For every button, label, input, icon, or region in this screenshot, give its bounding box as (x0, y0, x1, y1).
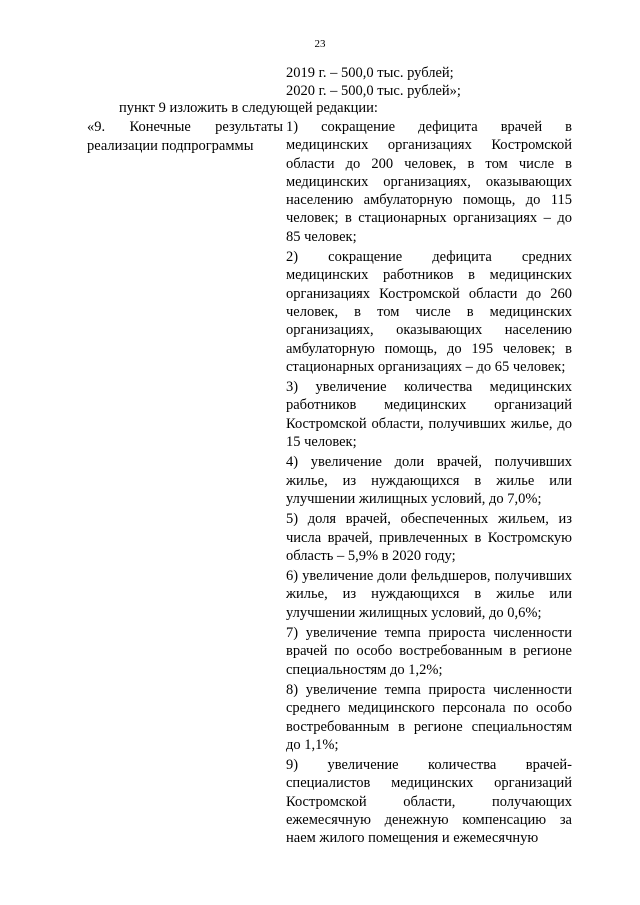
amendment-intro: пункт 9 изложить в следующей редакции: (119, 100, 378, 116)
section-label-line1 (87, 118, 283, 137)
result-item-8: 8) увеличение темпа прироста численности среднего медицинского персонала по особо востребованным в регионе специальностям до 1,1%; (286, 681, 572, 753)
result-item-1: 1) сокращение дефицита врачей в медицинских организациях Костромской области до 200 человек, в том числе в медицинских организациях, оказывающих населению амбулаторную помощь, до 115 человек; в стационарных организациях – до 85 человек; (286, 119, 572, 245)
page-number: 23 (314, 38, 326, 50)
result-item-7: 7) увеличение темпа прироста численности врачей по особо востребованным в регионе специальностям до 1,2%; (286, 625, 572, 678)
result-item-3: 3) увеличение количества медицинских работников медицинских организаций Костромской области, получивших жилье, до 15 человек; (286, 379, 572, 451)
section-label (87, 118, 283, 156)
budget-line-2019: 2019 г. – 500,0 тыс. рублей; (286, 65, 454, 81)
result-item-9: 9) увеличение количества врачей-специалистов медицинских организаций Костромской области, получающих ежемесячную денежную компенсацию за наем жилого помещения и ежемесячную (286, 757, 572, 847)
results-list (286, 118, 572, 850)
section-label-line2: реализации подпрограммы (87, 138, 254, 154)
section-word-final: Конечные (129, 119, 191, 135)
section-word-results: результаты (215, 119, 283, 135)
budget-line-2020: 2020 г. – 500,0 тыс. рублей»; (286, 83, 461, 99)
section-number: «9. (87, 119, 106, 135)
result-item-4: 4) увеличение доли врачей, получивших жилье, из нуждающихся в жилье или улучшении жилищных условий, до 7,0%; (286, 454, 572, 507)
result-item-5: 5) доля врачей, обеспеченных жильем, из числа врачей, привлеченных в Костромскую область – 5,9% в 2020 году; (286, 511, 572, 564)
result-item-6: 6) увеличение доли фельдшеров, получивших жилье, из нуждающихся в жилье или улучшении жилищных условий, до 0,6%; (286, 568, 572, 621)
result-item-2: 2) сокращение дефицита средних медицинских работников в медицинских организациях Костромской области до 260 человек, в том числе в медицинских организациях, оказывающих населению амбулаторную помощь, до 195 человек; в стационарных организациях – до 65 человек; (286, 249, 572, 375)
